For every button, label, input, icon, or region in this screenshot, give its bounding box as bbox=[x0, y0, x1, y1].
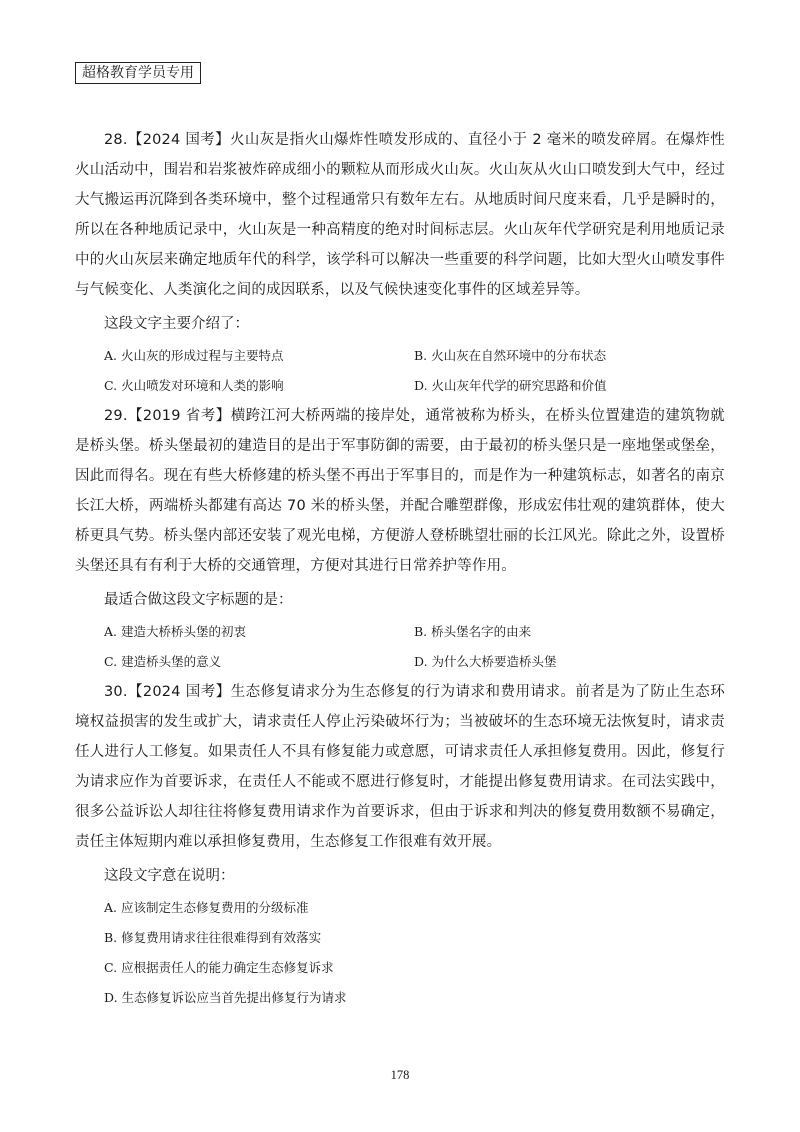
option-c: C. 火山喷发对环境和人类的影响 bbox=[104, 378, 284, 393]
option-c: C. 应根据责任人的能力确定生态修复诉求 bbox=[104, 960, 334, 975]
header-tag: 超格教育学员专用 bbox=[75, 62, 201, 84]
option-d: D. 为什么大桥要造桥头堡 bbox=[414, 654, 557, 669]
question-prompt: 这段文字意在说明： bbox=[104, 868, 235, 884]
question-stem: 30.【2024 国考】生态修复请求分为生态修复的行为请求和费用请求。前者是为了防止生态环境权益损害的发生或扩大，请求责任人停止污染破坏行为；当被破坏的生态环境无法恢复时，请求责任人进行人工修复。如果责任人不具有修复能力或意愿，可请求责任人承担修复费用。因此，修复行为请求应作为首要诉求，在责任人不能或不愿进行修复时，才能提出修复费用请求。在司法实践中，很多公益诉讼人却往往将修复费用请求作为首要诉求，但由于诉求和判决的修复费用数额不易确定，责任主体短期内难以承担修复费用，生态修复工作很难有效开展。 bbox=[75, 684, 725, 850]
question-prompt: 最适合做这段文字标题的是： bbox=[104, 592, 293, 608]
option-b: B. 修复费用请求往往很难得到有效落实 bbox=[104, 930, 322, 945]
question-stem: 28.【2024 国考】火山灰是指火山爆炸性喷发形成的、直径小于 2 毫米的喷发碎屑。在爆炸性火山活动中，围岩和岩浆被炸碎成细小的颗粒从而形成火山灰。火山灰从火山口喷发到大气中，经过大气搬运再沉降到各类环境中，整个过程通常只有数年左右。从地质时间尺度来看，几乎是瞬时的，所以在各种地质记录中，火山灰是一种高精度的绝对时间标志层。火山灰年代学研究是利用地质记录中的火山灰层来确定地质年代的科学，该学科可以解决一些重要的科学问题，比如大型火山喷发事件与气候变化、人类演化之间的成因联系，以及气候快速变化事件的区域差异等。 bbox=[75, 132, 725, 298]
option-list bbox=[104, 893, 725, 1013]
option-d: D. 生态修复诉讼应当首先提出修复行为请求 bbox=[104, 990, 347, 1005]
option-b: B. 火山灰在自然环境中的分布状态 bbox=[414, 348, 607, 363]
option-a: A. 应该制定生态修复费用的分级标准 bbox=[104, 900, 309, 915]
question-prompt: 这段文字主要介绍了： bbox=[104, 316, 249, 332]
question-30 bbox=[75, 677, 725, 1013]
question-28 bbox=[75, 125, 725, 401]
question-stem: 29.【2019 省考】横跨江河大桥两端的接岸处，通常被称为桥头，在桥头位置建造的建筑物就是桥头堡。桥头堡最初的建造目的是出于军事防御的需要，由于最初的桥头堡只是一座地堡或堡垒，因此而得名。现在有些大桥修建的桥头堡不再出于军事目的，而是作为一种建筑标志，如著名的南京长江大桥，两端桥头都建有高达 70 米的桥头堡，并配合雕塑群像，形成宏伟壮观的建筑群体，使大桥更具气势。桥头堡内部还安装了观光电梯，方便游人登桥眺望壮丽的长江风光。除此之外，设置桥头堡还具有有利于大桥的交通管理，方便对其进行日常养护等作用。 bbox=[75, 408, 725, 574]
option-a: A. 建造大桥桥头堡的初衷 bbox=[104, 624, 246, 639]
option-list bbox=[104, 341, 725, 401]
option-a: A. 火山灰的形成过程与主要特点 bbox=[104, 348, 284, 363]
question-list bbox=[75, 125, 725, 1013]
option-d: D. 火山灰年代学的研究思路和价值 bbox=[414, 378, 607, 393]
option-b: B. 桥头堡名字的由来 bbox=[414, 624, 532, 639]
option-list bbox=[104, 617, 725, 677]
option-c: C. 建造桥头堡的意义 bbox=[104, 654, 222, 669]
page-number: 178 bbox=[390, 1068, 410, 1082]
question-29 bbox=[75, 401, 725, 677]
